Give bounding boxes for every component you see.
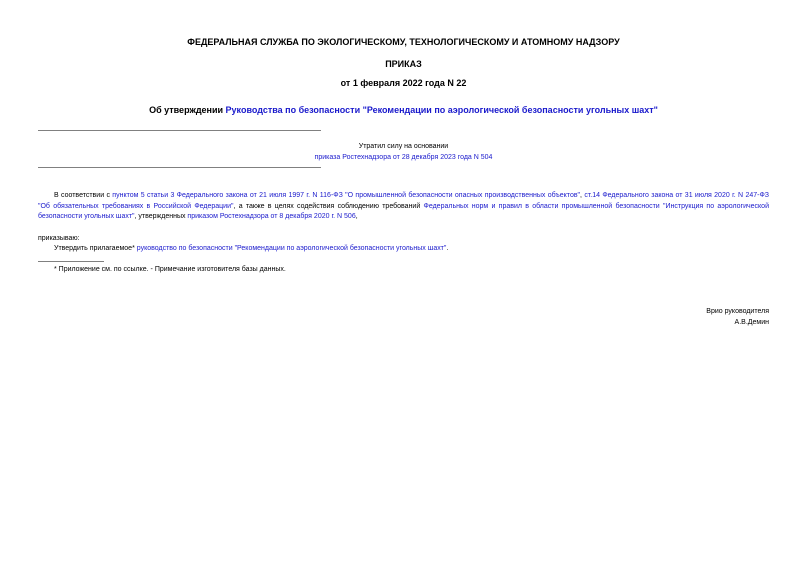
title-guide-link[interactable]: Руководства по безопасности "Рекомендации по аэрологической безопасности угольных шахт" [225,105,658,115]
signatory-name: А.В.Демин [734,319,769,326]
preamble-text-4: , утвержденных [134,213,188,220]
order-word: приказываю: [38,235,80,242]
approve-line [54,244,448,254]
federal-norms-link[interactable]: Федеральных норм и правил в области промышленной безопасности "Инструкция по аэрологической безопасности угольных шахт" [38,202,769,220]
document-type: ПРИКАЗ [385,59,422,69]
document-title [0,104,807,116]
signatory-role: Врио руководителя [706,308,769,315]
order-506-link[interactable]: приказом Ростехнадзора от 8 декабря 2020 г. N 506 [187,213,356,220]
footnote-text: * Приложение см. по ссылке. - Примечание изготовителя базы данных. [54,266,286,273]
divider-bottom [38,167,321,168]
divider-top [38,130,321,131]
approve-end: . [446,245,449,252]
lost-force-order-link[interactable]: приказа Ростехнадзора от 28 декабря 2023 года N 504 [314,154,493,161]
footnote-divider [38,261,104,262]
lost-force-label: Утратил силу на основании [358,143,449,150]
title-prefix: Об утверждении [149,105,226,115]
preamble-text-2: , [580,192,585,199]
law-116-fz-link[interactable]: пунктом 5 статьи 3 Федерального закона от 21 июля 1997 г. N 116-ФЗ "О промышленной безопасности опасных производственных объектов" [112,192,581,199]
law-247-fz-link[interactable]: ст.14 Федерального закона от 31 июля 2020 г. N 247-ФЗ "Об обязательных требованиях в Российской Федерации" [38,192,770,210]
agency-name: ФЕДЕРАЛЬНАЯ СЛУЖБА ПО ЭКОЛОГИЧЕСКОМУ, ТЕХНОЛОГИЧЕСКОМУ И АТОМНОМУ НАДЗОРУ [187,37,620,47]
document-date-number: от 1 февраля 2022 года N 22 [340,78,467,88]
lost-force-line [0,153,807,163]
preamble-text-1: В соответствии с [54,192,113,199]
preamble-text-3: , а также в целях содействия соблюдению требований [233,202,424,210]
preamble-paragraph [38,191,769,223]
approved-guide-link[interactable]: руководство по безопасности "Рекомендации по аэрологической безопасности угольных шахт" [136,245,447,252]
approve-text: Утвердить прилагаемое* [54,245,137,252]
preamble-text-5: , [355,213,358,220]
